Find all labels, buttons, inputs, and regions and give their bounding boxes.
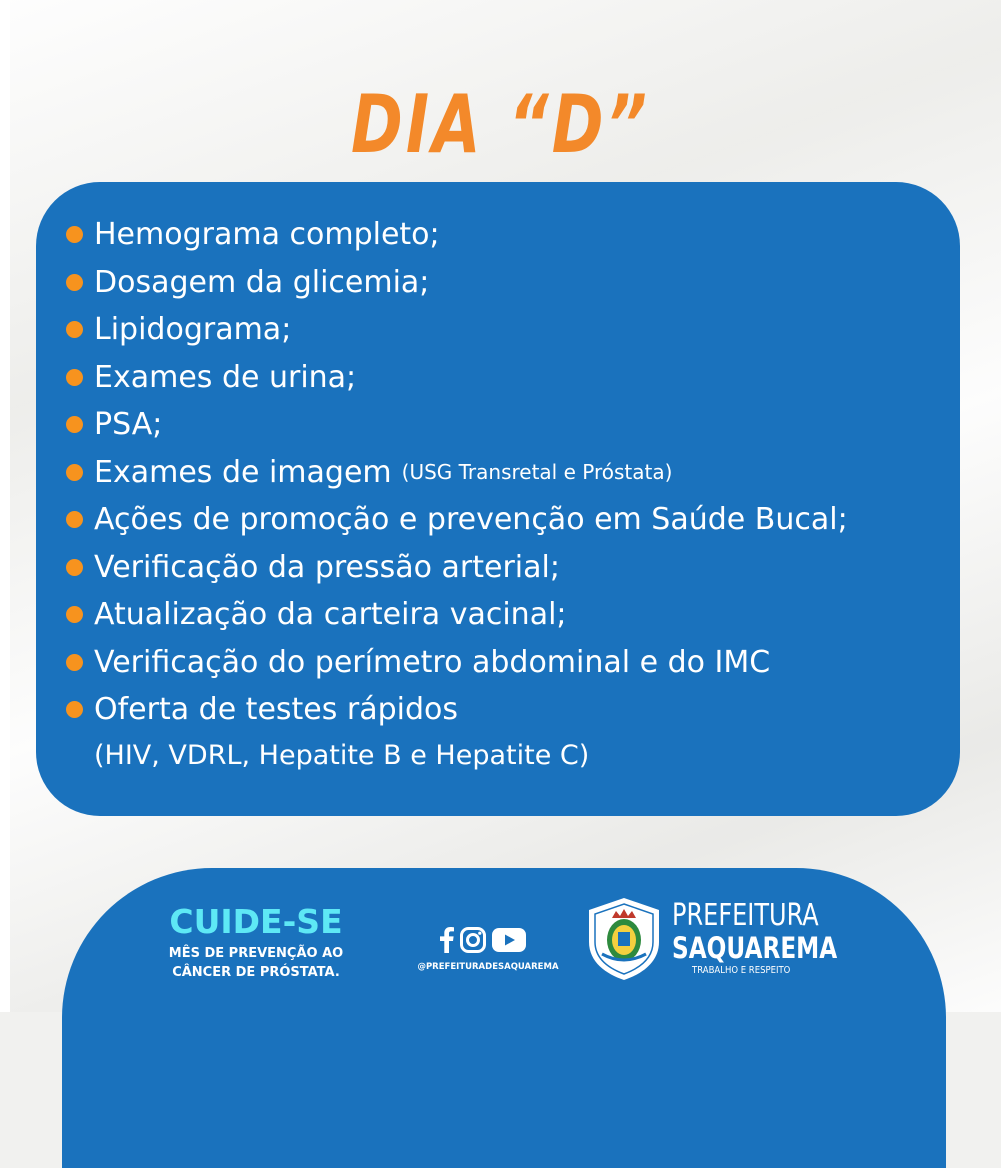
bullet-icon (66, 274, 83, 291)
list-item-label: PSA; (94, 407, 163, 443)
list-item-label: Atualização da carteira vacinal; (94, 597, 567, 633)
bullet-icon (66, 701, 83, 718)
page-title: DIA “D” (350, 78, 651, 171)
list-item (66, 259, 966, 307)
instagram-icon[interactable] (460, 927, 486, 953)
facebook-icon[interactable] (440, 927, 454, 953)
campaign-line-2: CÂNCER DE PRÓSTATA. (172, 965, 340, 980)
bullet-icon (66, 416, 83, 433)
list-item-label: Verificação do perímetro abdominal e do IMC (94, 644, 771, 680)
list-item-label: Lipidograma; (94, 312, 292, 348)
bullet-icon (66, 369, 83, 386)
list-item-label: Verificação da pressão arterial; (94, 549, 560, 585)
list-item-label: Ações de promoção e prevenção em Saúde Bucal; (94, 502, 848, 538)
bullet-icon (66, 606, 83, 623)
paper-edge (0, 0, 10, 1012)
bullet-icon (66, 226, 83, 243)
list-item-label: Exames de imagem (94, 454, 392, 490)
social-handle: @PREFEITURADESAQUAREMA (417, 962, 559, 972)
org-tagline: TRABALHO E RESPEITO (692, 965, 791, 976)
list-item (66, 639, 966, 687)
bullet-icon (66, 654, 83, 671)
campaign-title: CUIDE-SE (169, 902, 343, 941)
social-icons (440, 924, 532, 956)
org-name-line-2: SAQUAREMA (672, 931, 838, 965)
list-item-label: Hemograma completo; (94, 217, 440, 253)
list-item (66, 591, 966, 639)
youtube-icon[interactable] (492, 928, 526, 952)
bullet-icon (66, 511, 83, 528)
list-item-label: Exames de urina; (94, 359, 357, 395)
bullet-icon (66, 321, 83, 338)
list-item (66, 306, 966, 354)
exam-list (66, 211, 966, 734)
list-item (66, 544, 966, 592)
list-item-label: Oferta de testes rápidos (94, 692, 459, 728)
list-item (66, 211, 966, 259)
list-item (66, 401, 966, 449)
bullet-icon (66, 559, 83, 576)
list-item (66, 496, 966, 544)
bullet-icon (66, 464, 83, 481)
city-seal-icon (584, 896, 664, 982)
list-item (66, 354, 966, 402)
list-item (66, 449, 966, 497)
list-item-continuation: (HIV, VDRL, Hepatite B e Hepatite C) (94, 740, 590, 771)
list-item-label: Dosagem da glicemia; (94, 264, 430, 300)
campaign-line-1: MÊS DE PREVENÇÃO AO (168, 946, 344, 961)
org-name-line-1: PREFEITURA (672, 898, 819, 933)
list-item (66, 686, 966, 734)
list-item-note: (USG Transretal e Próstata) (401, 460, 673, 485)
campaign-subtitle (150, 944, 362, 982)
